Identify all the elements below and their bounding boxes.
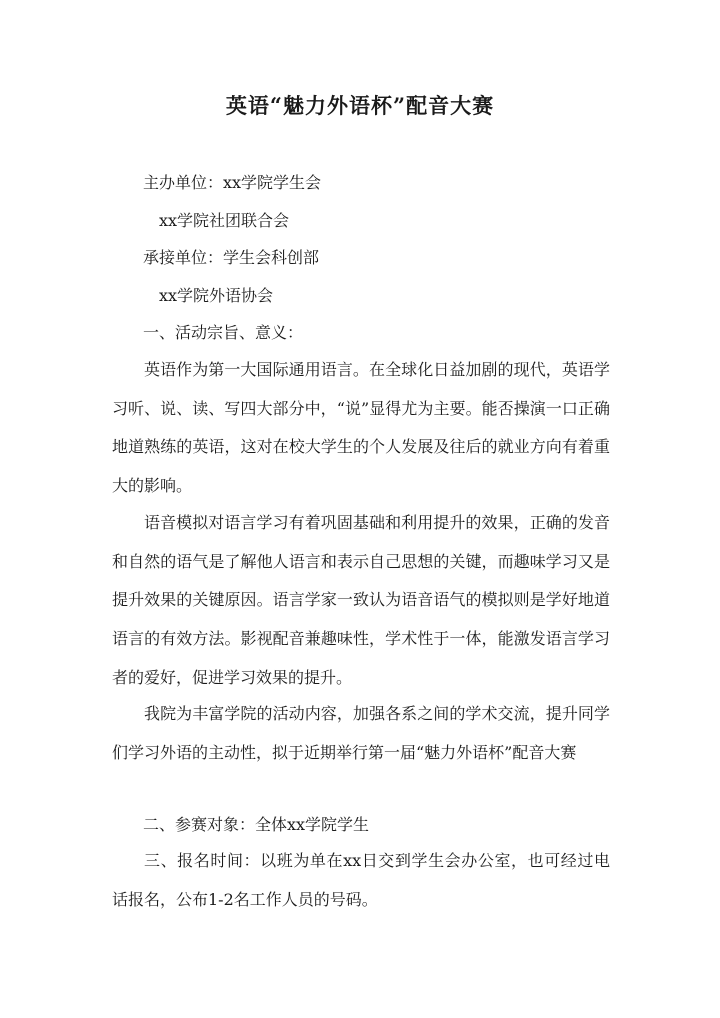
paragraph-3: 我院为丰富学院的活动内容，加强各系之间的学术交流，提升同学们学习外语的主动性，拟于近期举行第一届“魅力外语杯”配音大赛 <box>112 704 610 762</box>
document-title: 英语“魅力外语杯”配音大赛 <box>225 93 495 118</box>
organizer-line: 主办单位：xx学院学生会 <box>143 173 322 192</box>
undertaker-line: 承接单位：学生会科创部 <box>143 248 320 267</box>
undertaker-second-line: xx学院外语协会 <box>159 286 274 305</box>
section2-line: 二、参赛对象：全体xx学院学生 <box>143 815 370 834</box>
paragraph-4: 三、报名时间：以班为单在xx日交到学生会办公室，也可经过电话报名，公布1-2名工作人员的号码。 <box>112 851 610 909</box>
paragraph-2: 语音模拟对语言学习有着巩固基础和利用提升的效果，正确的发音和自然的语气是了解他人语言和表示自己思想的关键，而趣味学习又是提升效果的关键原因。语言学家一致认为语音语气的模拟则是学好地道语言的有效方法。影视配音兼趣味性，学术性于一体，能激发语言学习者的爱好，促进学习效果的提升。 <box>112 513 610 687</box>
paragraph-1: 英语作为第一大国际通用语言。在全球化日益加剧的现代，英语学习听、说、读、写四大部分中，“说”显得尤为主要。能否操演一口正确地道熟练的英语，这对在校大学生的个人发展及往后的就业方向有着重大的影响。 <box>112 360 610 496</box>
section1-heading: 一、活动宗旨、意义： <box>143 323 304 342</box>
organizer-second-line: xx学院社团联合会 <box>159 211 290 230</box>
